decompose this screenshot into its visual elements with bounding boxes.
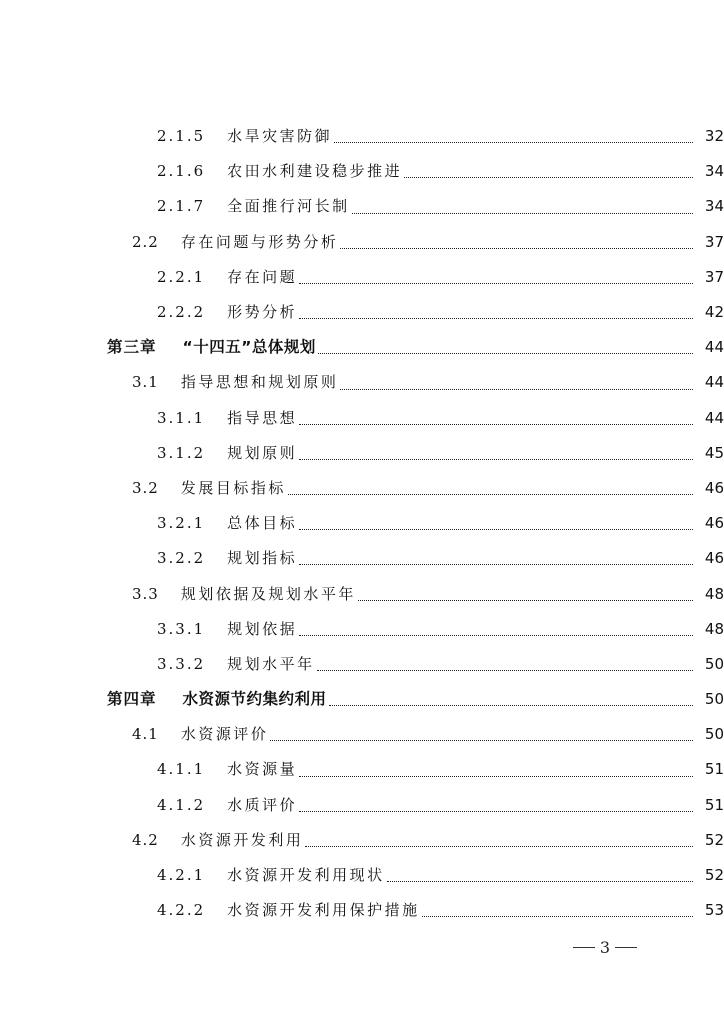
toc-entry-number: 4.1.1 [157, 760, 206, 779]
toc-dot-leader [318, 351, 693, 354]
toc-dot-leader [299, 809, 693, 812]
footer-dash-left [573, 947, 595, 948]
toc-entry[interactable] [0, 295, 724, 330]
toc-entry[interactable] [0, 119, 724, 154]
toc-dot-leader [299, 422, 693, 425]
toc-entry-page: 50 [704, 654, 724, 673]
toc-entry[interactable] [0, 541, 724, 576]
toc-entry-page: 44 [704, 408, 724, 427]
toc-dot-leader [299, 633, 693, 636]
toc-entry-number: 4.2.2 [157, 901, 206, 920]
toc-entry-title: 水资源开发利用保护措施 [227, 901, 420, 920]
toc-entry[interactable] [0, 788, 724, 823]
toc-entry-page: 37 [704, 267, 724, 286]
toc-entry-page: 34 [704, 162, 724, 181]
toc-entry-number: 3.2 [132, 478, 159, 497]
toc-entry[interactable] [0, 717, 724, 752]
toc-dot-leader [317, 668, 693, 671]
toc-entry-title: 规划水平年 [227, 654, 315, 673]
toc-entry-number: 2.1.6 [157, 162, 206, 181]
toc-entry[interactable] [0, 752, 724, 787]
toc-entry-number: 3.2.2 [157, 549, 206, 568]
toc-entry-number: 2.1.5 [157, 127, 206, 146]
toc-entry-title: 总体目标 [227, 514, 298, 533]
page-number: 3 [599, 937, 611, 957]
toc-entry-title: 水资源开发利用 [180, 830, 304, 849]
toc-dot-leader [299, 562, 693, 565]
toc-entry-title: 农田水利建设稳步推进 [227, 162, 403, 181]
toc-entry[interactable] [0, 893, 724, 928]
toc-entry-title: 规划依据及规划水平年 [180, 584, 356, 603]
table-of-contents [0, 119, 724, 928]
toc-entry-title: 规划指标 [227, 549, 298, 568]
toc-dot-leader [340, 246, 693, 249]
toc-dot-leader [352, 211, 693, 214]
toc-entry[interactable] [0, 365, 724, 400]
toc-entry[interactable] [0, 612, 724, 647]
footer-dash-right [615, 947, 637, 948]
toc-entry-number: 2.2.2 [157, 303, 206, 322]
toc-entry-page: 48 [704, 619, 724, 638]
toc-entry-number: 第四章 [107, 689, 157, 708]
toc-dot-leader [288, 492, 693, 495]
toc-entry-page: 51 [704, 760, 724, 779]
toc-entry-title: 水资源节约集约利用 [182, 689, 327, 708]
toc-dot-leader [404, 175, 693, 178]
toc-entry-number: 2.2.1 [157, 267, 206, 286]
toc-entry-page: 44 [704, 338, 724, 357]
toc-entry[interactable] [0, 260, 724, 295]
toc-entry-number: 3.2.1 [157, 514, 206, 533]
toc-entry[interactable] [0, 823, 724, 858]
toc-dot-leader [299, 527, 693, 530]
toc-entry[interactable] [0, 401, 724, 436]
toc-entry-number: 2.1.7 [157, 197, 206, 216]
toc-chapter-entry[interactable] [0, 682, 724, 717]
toc-entry-title: 存在问题 [227, 267, 298, 286]
toc-entry-number: 3.1.2 [157, 443, 206, 462]
toc-entry-page: 44 [704, 373, 724, 392]
toc-entry-page: 50 [704, 690, 724, 709]
toc-entry-title: “十四五”总体规划 [182, 337, 316, 356]
toc-entry-title: 全面推行河长制 [227, 197, 350, 216]
toc-entry-page: 46 [704, 478, 724, 497]
toc-entry-title: 发展目标指标 [180, 478, 286, 497]
toc-dot-leader [329, 703, 693, 706]
toc-entry-page: 45 [704, 443, 724, 462]
toc-entry[interactable] [0, 647, 724, 682]
toc-entry-title: 水质评价 [227, 795, 298, 814]
toc-entry-number: 4.2 [132, 830, 159, 849]
toc-entry-title: 水资源评价 [180, 725, 269, 744]
toc-chapter-entry[interactable] [0, 330, 724, 365]
toc-entry-title: 规划原则 [227, 443, 298, 462]
toc-entry-number: 4.1.2 [157, 795, 206, 814]
toc-entry-page: 46 [704, 549, 724, 568]
toc-entry[interactable] [0, 576, 724, 611]
page-footer [560, 935, 650, 959]
toc-entry-page: 51 [704, 795, 724, 814]
toc-entry-number: 3.3.2 [157, 654, 206, 673]
toc-entry-number: 2.2 [132, 232, 159, 251]
toc-entry[interactable] [0, 471, 724, 506]
toc-entry-number: 第三章 [107, 337, 157, 356]
toc-entry[interactable] [0, 858, 724, 893]
toc-entry-title: 规划依据 [227, 619, 298, 638]
toc-entry[interactable] [0, 154, 724, 189]
toc-dot-leader [334, 140, 693, 143]
toc-entry-title: 指导思想 [227, 408, 298, 427]
toc-entry-title: 指导思想和规划原则 [180, 373, 339, 392]
toc-entry-number: 4.2.1 [157, 866, 206, 885]
toc-entry-number: 3.3 [132, 584, 159, 603]
toc-dot-leader [299, 316, 693, 319]
toc-entry-page: 32 [704, 127, 724, 146]
toc-dot-leader [305, 844, 693, 847]
toc-entry[interactable] [0, 506, 724, 541]
toc-entry-page: 52 [704, 866, 724, 885]
toc-entry[interactable] [0, 436, 724, 471]
toc-entry-page: 34 [704, 197, 724, 216]
toc-entry-page: 46 [704, 514, 724, 533]
toc-entry-page: 52 [704, 830, 724, 849]
toc-entry-number: 3.3.1 [157, 619, 206, 638]
toc-entry-page: 50 [704, 725, 724, 744]
toc-entry[interactable] [0, 189, 724, 224]
toc-dot-leader [299, 457, 693, 460]
toc-dot-leader [340, 387, 693, 390]
toc-dot-leader [299, 281, 693, 284]
toc-entry-page: 48 [704, 584, 724, 603]
toc-entry-title: 水旱灾害防御 [227, 127, 333, 146]
toc-entry-title: 存在问题与形势分析 [180, 232, 339, 251]
toc-dot-leader [387, 879, 693, 882]
toc-dot-leader [299, 774, 693, 777]
toc-dot-leader [270, 738, 693, 741]
toc-entry-title: 形势分析 [227, 303, 298, 322]
toc-entry-page: 42 [704, 303, 724, 322]
toc-entry[interactable] [0, 225, 724, 260]
toc-entry-title: 水资源量 [227, 760, 298, 779]
toc-entry-title: 水资源开发利用现状 [227, 866, 385, 885]
toc-entry-number: 3.1 [132, 373, 159, 392]
toc-entry-number: 3.1.1 [157, 408, 206, 427]
toc-entry-number: 4.1 [132, 725, 159, 744]
toc-entry-page: 53 [704, 901, 724, 920]
toc-entry-page: 37 [704, 232, 724, 251]
toc-dot-leader [422, 914, 693, 917]
toc-dot-leader [358, 598, 693, 601]
